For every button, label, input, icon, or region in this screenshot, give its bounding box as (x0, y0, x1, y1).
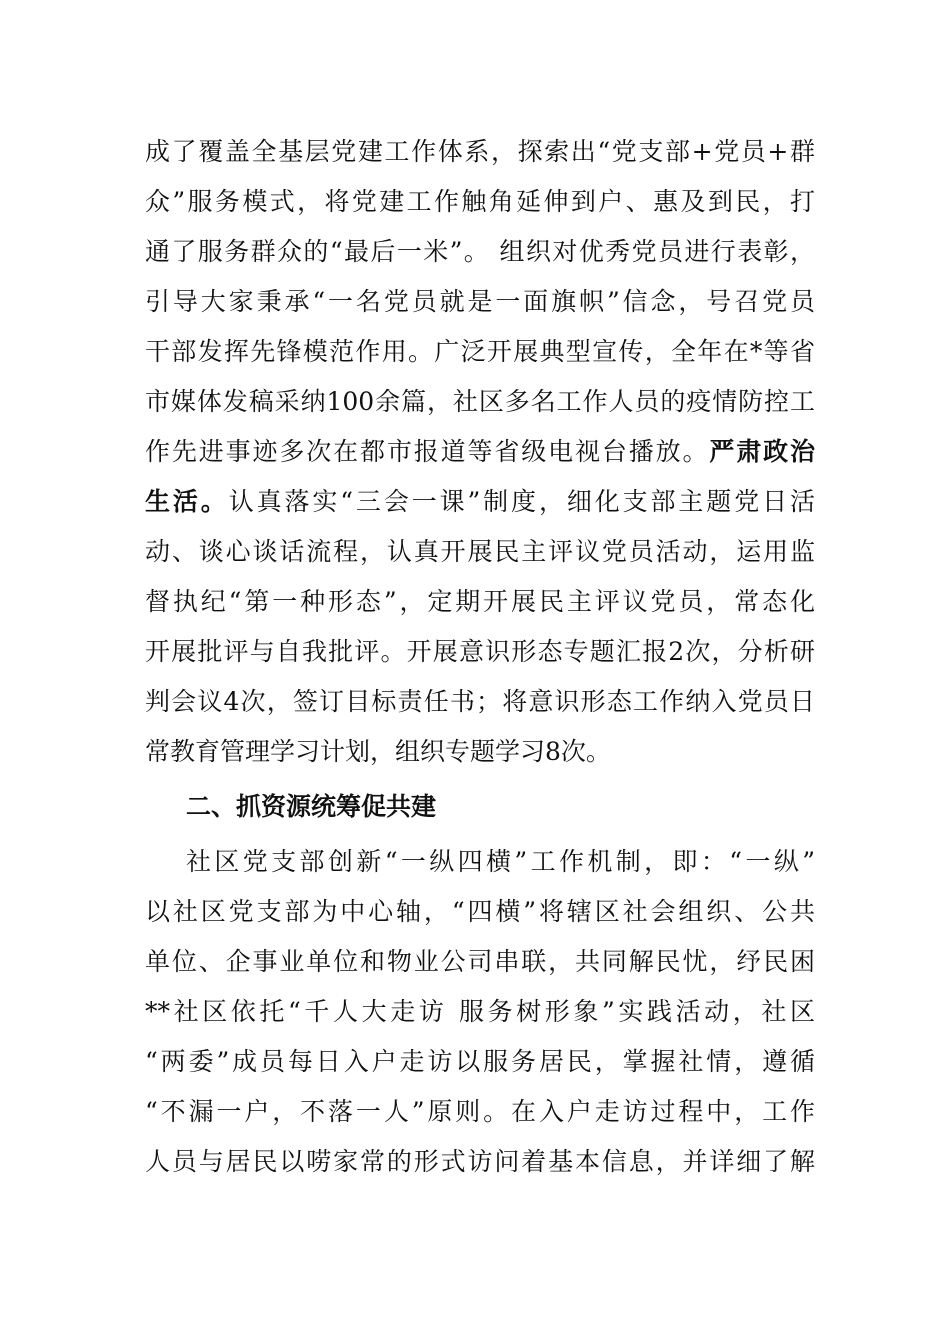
paragraph-2-line-7: 人员与居民以唠家常的形式访问着基本信息，并详细了解 (145, 1147, 815, 1176)
paragraph-1-line-3: 通了服务群众的“最后一米”。 组织对优秀党员进行表彰， (145, 237, 815, 266)
paragraph-1-line-6: 市媒体发稿采纳100余篇，社区多名工作人员的疫情防控工 (145, 387, 815, 416)
paragraph-1-line-1: 成了覆盖全基层党建工作体系，探索出“党支部+党员+群 (145, 137, 815, 166)
paragraph-1-line-13: 常教育管理学习计划，组织专题学习8次。 (145, 737, 611, 766)
bold-topic-heading-part-1: 严肃政治 (709, 437, 815, 466)
paragraph-2-line-3: 单位、企事业单位和物业公司串联，共同解民忧，纾民困 (145, 947, 815, 976)
paragraph-1-line-8 (145, 485, 815, 519)
paragraph-1-line-12: 判会议4次，签订目标责任书；将意识形态工作纳入党员日 (145, 687, 815, 716)
paragraph-1-line-9: 动、谈心谈话流程，认真开展民主评议党员活动，运用监 (145, 537, 815, 566)
line-8-plain-text: 认真落实“三会一课”制度，细化支部主题党日活 (228, 487, 815, 516)
paragraph-2-line-4: **社区依托“千人大走访 服务树形象”实践活动，社区 (145, 997, 815, 1026)
paragraph-1-line-4: 引导大家秉承“一名党员就是一面旗帜”信念，号召党员 (145, 287, 815, 316)
paragraph-1-line-5: 干部发挥先锋模范作用。广泛开展典型宣传，全年在*等省 (145, 337, 815, 366)
bold-topic-heading-part-2: 生活。 (145, 487, 229, 516)
paragraph-1-line-10: 督执纪“第一种形态”，定期开展民主评议党员，常态化 (145, 587, 815, 616)
paragraph-2-line-5: “两委”成员每日入户走访以服务居民，掌握社情，遵循 (145, 1047, 815, 1076)
paragraph-1-line-11: 开展批评与自我批评。开展意识形态专题汇报2次，分析研 (145, 637, 815, 666)
section-heading: 二、抓资源统筹促共建 (186, 792, 437, 821)
paragraph-1-line-7 (145, 435, 815, 469)
paragraph-2-line-2: 以社区党支部为中心轴，“四横”将辖区社会组织、公共 (145, 897, 815, 926)
paragraph-2-line-6: “不漏一户，不落一人”原则。在入户走访过程中，工作 (145, 1097, 815, 1126)
paragraph-1-line-2: 众”服务模式，将党建工作触角延伸到户、惠及到民，打 (145, 187, 815, 216)
line-7-plain-text: 作先进事迹多次在都市报道等省级电视台播放。 (145, 437, 710, 466)
paragraph-2-line-1: 社区党支部创新“一纵四横”工作机制，即：“一纵” (186, 847, 815, 876)
